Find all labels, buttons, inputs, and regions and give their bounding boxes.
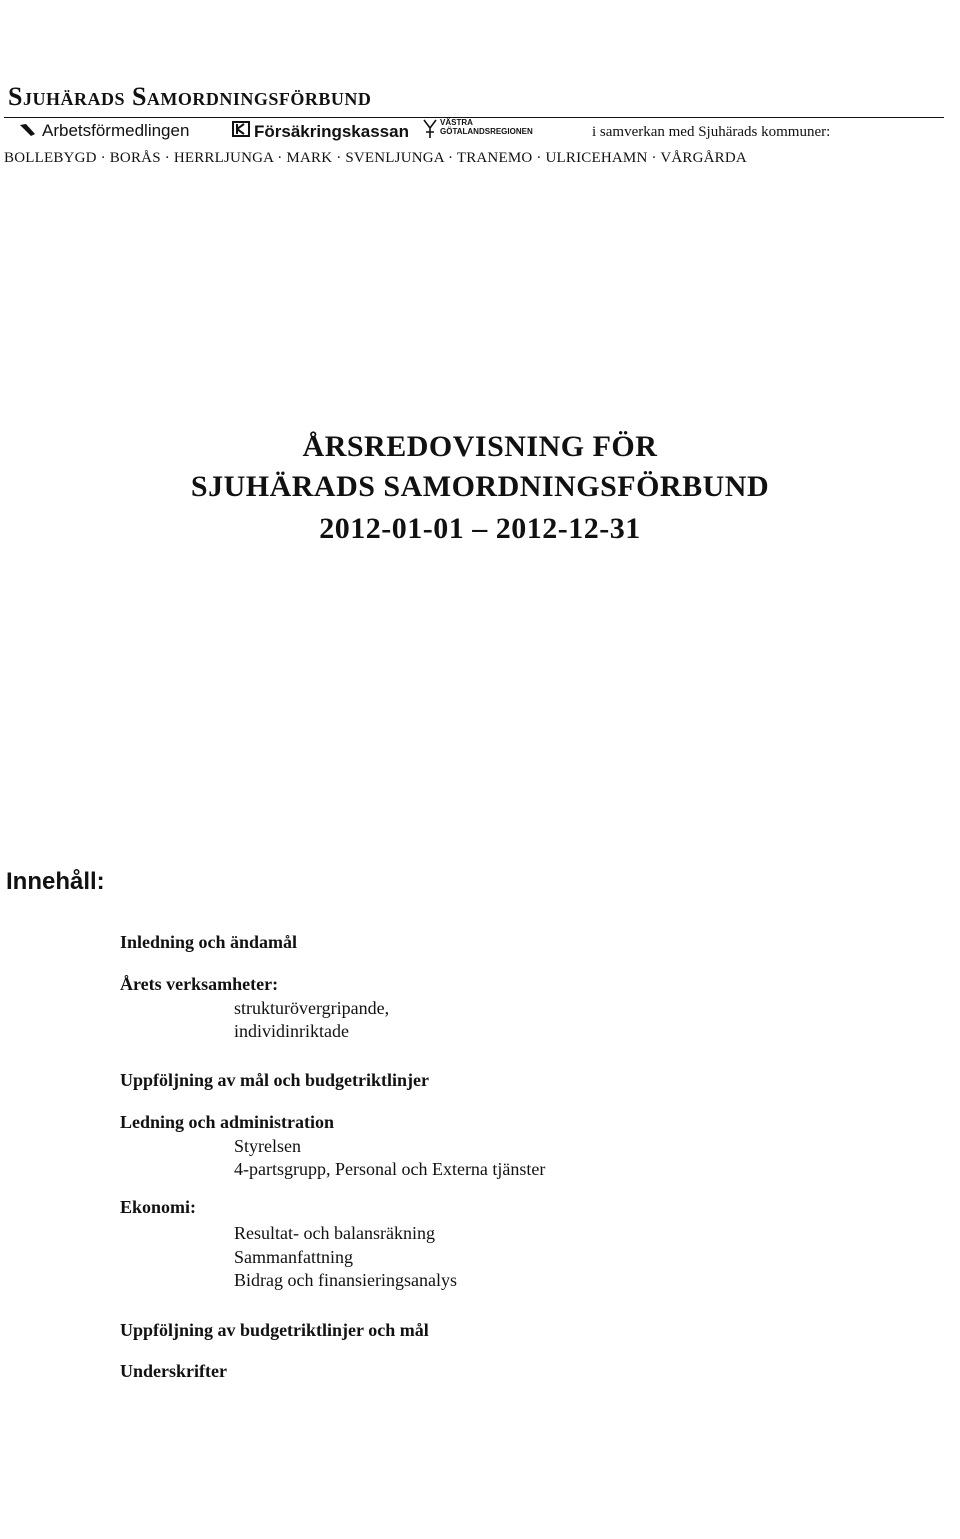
toc-arets-verksamheter: Årets verksamheter: [120,974,279,994]
report-title-line-1: ÅRSREDOVISNING FÖR [302,430,658,463]
toc-sammanfattning: Sammanfattning [234,1247,353,1267]
report-title-line-2: SJUHÄRADS SAMORDNINGSFÖRBUND [190,470,770,503]
toc-ekonomi: Ekonomi: [120,1197,197,1217]
toc-partsgrupp: 4-partsgrupp, Personal och Externa tjänster [234,1159,546,1179]
arbetsformedlingen-mark-icon [20,121,36,141]
contents-heading: Innehåll: [6,868,105,895]
toc-strukturovergripande: strukturövergripande, [234,998,390,1018]
toc-underskrifter: Underskrifter [120,1361,227,1381]
toc-resultat: Resultat- och balansräkning [234,1223,435,1243]
organization-name: Sjuhärads Samordningsförbund [8,82,372,111]
toc-styrelsen: Styrelsen [234,1136,301,1156]
vastra-gotalandsregionen-logo [420,118,533,136]
forsakringskassan-label: Försäkringskassan [254,122,409,141]
vg-logo-line2: GÖTALANDSREGIONEN [440,127,533,136]
toc-individinriktade: individinriktade [234,1021,349,1041]
municipalities-list: BOLLEBYGD · BORÅS · HERRLJUNGA · MARK · SVENLJUNGA · TRANEMO · ULRICEHAMN · VÅRGÅRDA [4,150,747,166]
forsakringskassan-logo [232,121,409,142]
toc-ledning: Ledning och administration [120,1112,335,1132]
toc-uppfoljning-budget: Uppföljning av budgetriktlinjer och mål [120,1320,429,1340]
toc-bidrag: Bidrag och finansieringsanalys [234,1270,457,1290]
arbetsformedlingen-label: Arbetsförmedlingen [42,121,190,140]
forsakringskassan-mark-icon [232,121,250,142]
collaboration-text: i samverkan med Sjuhärads kommuner: [592,124,831,140]
arbetsformedlingen-logo [20,121,189,141]
report-period: 2012-01-01 – 2012-12-31 [319,512,641,545]
vg-logo-line1: VÄSTRA [440,118,473,127]
vastra-gotalandsregionen-mark-icon [422,118,438,145]
toc-uppfoljning-mal: Uppföljning av mål och budgetriktlinjer [120,1070,430,1090]
toc-inledning: Inledning och ändamål [120,932,298,952]
